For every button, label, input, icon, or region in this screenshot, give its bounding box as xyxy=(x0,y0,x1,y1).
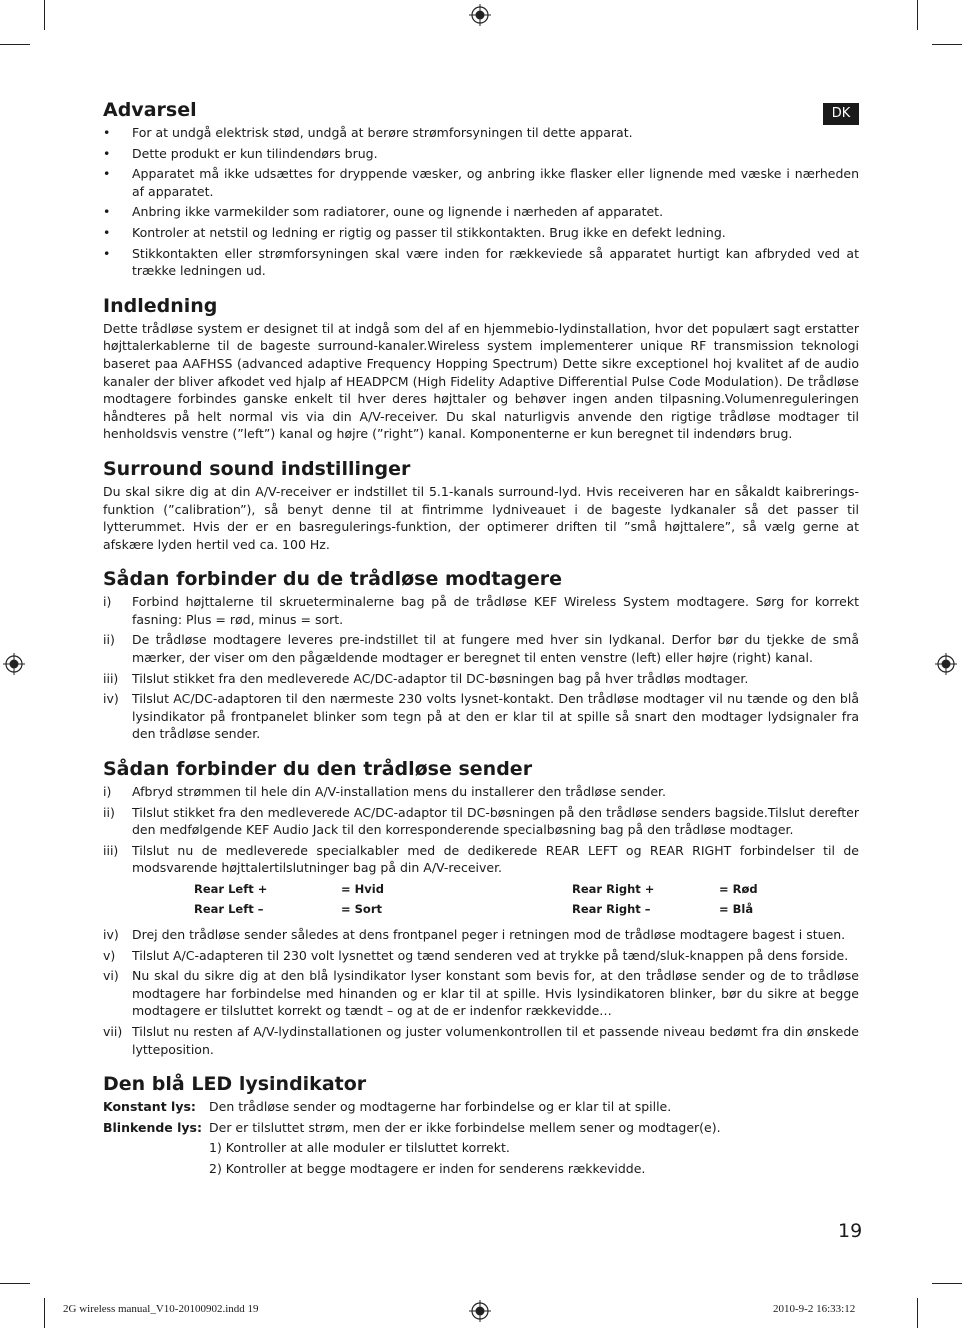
led-label: Blinkende lys: xyxy=(103,1119,202,1135)
list-item xyxy=(103,842,859,877)
table-cell: = Sort xyxy=(341,902,382,917)
step-number: iii) xyxy=(103,842,119,858)
body-text: Dette trådløse system er designet til at indgå som del af en hjemmebio-lydinstallation, hvor det populært sagt erstatter højttalerkablerne til de bageste surround-kanaler.Wireless system implementerer unique RF transmission teknologi baseret paa AAFHSS (advanced adaptive Frequency Hopping Spectrum) Dette sikre exceptionel hoj kvalitet af de audio kanaler der bliver afkodet ved hjalp af HEADPCM (High Fidelity Adaptive Differential Pulse Code Modulation). De trådløse modtagere forbindes ganske enkelt til hver deres højttaler og behøver ingen anden tilpasning.Volumenreguleringen håndteres på helt normal vis via din A/V-receiver. Du skal naturligvis anvende den rigtige trådløse modtager til henholdsvis venstre (”left”) kanal og højre (”right”) kanal. Komponenterne er kun beregnet til indendørs brug. xyxy=(103,320,859,442)
led-sub-item: 2) Kontroller at begge modtagere er inden for senderens rækkevidde. xyxy=(209,1160,646,1176)
section-surround xyxy=(103,457,859,553)
table-cell: Rear Right + xyxy=(572,882,655,897)
section-title: Sådan forbinder du de trådløse modtagere xyxy=(103,568,563,591)
list-item xyxy=(103,224,859,242)
list-item-text: Anbring ikke varmekilder som radiatorer, oune og lignende i nærheden af apparatet. xyxy=(132,204,664,220)
list-item xyxy=(103,947,859,965)
section-modtagere xyxy=(103,567,859,743)
crop-mark xyxy=(0,1283,30,1284)
list-item-text: Stikkontakten eller strømforsyningen skal være inden for rækkeviede så apparatet hurtigt kan afbryded ved at trække ledningen ud. xyxy=(132,245,859,279)
section-title: Den blå LED lysindikator xyxy=(103,1073,367,1096)
list-item-text: Apparatet må ikke udsættes for dryppende væsker, og anbring ikke flasker eller lignende med væske i nærheden af apparatet. xyxy=(132,166,859,199)
list-item xyxy=(103,670,859,688)
section-title: Surround sound indstillinger xyxy=(103,457,411,480)
bullet: • xyxy=(103,245,111,261)
table-cell: Rear Left – xyxy=(194,902,264,917)
footer-timestamp: 2010-9-2 16:33:12 xyxy=(773,1303,856,1315)
list-item xyxy=(103,690,859,743)
led-row xyxy=(103,1098,859,1116)
list-item xyxy=(103,926,859,944)
section-title: Indledning xyxy=(103,294,218,317)
list-item xyxy=(103,1023,859,1058)
step-number: v) xyxy=(103,947,116,963)
bullet: • xyxy=(103,166,111,182)
list-item xyxy=(103,245,859,280)
steps-list xyxy=(103,593,859,743)
warning-list xyxy=(103,124,859,280)
list-item xyxy=(103,593,859,628)
step-text: Tilslut stikket fra den medleverede AC/DC-adaptor til DC-bøsningen bag på hver trådløs modtager. xyxy=(132,670,749,686)
bullet: • xyxy=(103,204,111,220)
table-cell: Rear Left + xyxy=(194,882,268,897)
section-indledning xyxy=(103,294,859,443)
registration-mark-icon xyxy=(935,653,957,675)
step-number: iv) xyxy=(103,927,119,942)
step-text: De trådløse modtagere leveres pre-indstillet til at fungere med hver sin lydkanal. Derfor bør du tjekke de små mærker, der viser om den pågældende modtager er beregnet til enten venstre (left) eller højre (right) kanal. xyxy=(132,632,859,666)
footer-file-info: 2G wireless manual_V10-20100902.indd 19 xyxy=(63,1303,259,1315)
language-badge: DK xyxy=(823,103,859,125)
body-text: Du skal sikre dig at din A/V-receiver er indstillet til 5.1-kanals surround-lyd. Hvis receiveren har en såkaldt kaibrerings-funktion (”calibration”), så benyt denne til at fintrimme lydniveauet i de bageste lydkanaler så det passer til lytterummet. Hvis der er en basregulerings-funktion, der optimerer driften til ”små højttalere”, så vælg gerne at afskære lyden hertil ved ca. 100 Hz. xyxy=(103,483,859,552)
table-cell: = Hvid xyxy=(341,882,384,897)
step-number: vii) xyxy=(103,1023,123,1039)
led-row xyxy=(103,1119,859,1137)
section-led xyxy=(103,1072,859,1177)
page-content xyxy=(103,98,859,1192)
step-number: iii) xyxy=(103,670,119,686)
crop-mark xyxy=(44,0,45,30)
section-title: Advarsel xyxy=(103,99,197,121)
table-cell: = Rød xyxy=(719,882,758,897)
table-cell: = Blå xyxy=(719,902,754,917)
table-row xyxy=(194,880,859,900)
crop-mark xyxy=(932,1283,962,1284)
section-sender xyxy=(103,757,859,1058)
step-text: Tilslut nu de medleverede specialkabler med de dedikerede REAR LEFT og REAR RIGHT forbindelser til de modsvarende højttalertilslutninger bag på din A/V-receiver. xyxy=(132,842,859,876)
list-item-text: For at undgå elektrisk stød, undgå at berøre strømforsyningen til dette apparat. xyxy=(132,125,633,140)
crop-mark xyxy=(917,0,918,30)
crop-mark xyxy=(44,1298,45,1328)
list-item xyxy=(103,804,859,839)
step-number: vi) xyxy=(103,968,119,984)
list-item xyxy=(103,165,859,200)
bullet: • xyxy=(103,145,111,161)
step-text: Tilslut stikket fra den medleverede AC/DC-adaptor til DC-bøsningen på den trådløse senders bagside.Tilslut derefter den medfølgende KEF Audio Jack til den korresponderende specialbøsning bag på den trådløse modtager. xyxy=(132,804,859,838)
connection-table xyxy=(194,880,859,920)
step-number: ii) xyxy=(103,632,115,648)
list-item-text: Kontroler at netstil og ledning er rigtig og passer til stikkontakten. Brug ikke en defekt ledning. xyxy=(132,224,726,240)
table-row xyxy=(194,900,859,920)
step-number: i) xyxy=(103,594,112,610)
list-item xyxy=(103,203,859,221)
step-number: iv) xyxy=(103,691,119,707)
steps-list xyxy=(103,926,859,1058)
registration-mark-icon xyxy=(469,4,491,26)
list-item xyxy=(103,967,859,1020)
led-label: Konstant lys: xyxy=(103,1099,196,1115)
crop-mark xyxy=(917,1298,918,1328)
crop-mark xyxy=(932,44,962,45)
led-sub-item: 1) Kontroller at alle moduler er tilsluttet korrekt. xyxy=(209,1140,510,1156)
list-item-text: Dette produkt er kun tilindendørs brug. xyxy=(132,145,378,161)
step-text: Tilslut nu resten af A/V-lydinstallationen og juster volumenkontrollen til et passende niveau bedømt fra din ønskede lytteposition. xyxy=(132,1023,859,1057)
page-number: 19 xyxy=(838,1220,863,1242)
registration-mark-icon xyxy=(3,653,25,675)
bullet: • xyxy=(103,125,111,140)
led-description: Der er tilsluttet strøm, men der er ikke forbindelse mellem sener og modtager(e). xyxy=(209,1119,721,1135)
list-item xyxy=(103,124,859,142)
list-item xyxy=(103,631,859,666)
section-title: Sådan forbinder du den trådløse sender xyxy=(103,758,533,781)
registration-mark-icon xyxy=(469,1300,491,1322)
crop-mark xyxy=(0,44,30,45)
bullet: • xyxy=(103,224,111,240)
table-cell: Rear Right – xyxy=(572,902,651,917)
list-item xyxy=(103,783,859,801)
step-text: Forbind højttalerne til skrueterminalerne bag på de trådløse KEF Wireless System modtagere. Sørg for korrekt fasning: Plus = rød, minus = sort. xyxy=(132,594,859,627)
led-description: Den trådløse sender og modtagerne har forbindelse og er klar til at spille. xyxy=(209,1099,672,1115)
step-text: Nu skal du sikre dig at den blå lysindikator lyser konstant som bevis for, at den trådløse sender og de to trådløse modtagere har forbindelse med hinanden og er klar til at spille. Hvis lysindikatoren blinker, bør du sikre at begge modtagere er tilsluttet korrekt og tændt – og at de er indenfor rækkevidde… xyxy=(132,968,859,1019)
step-number: ii) xyxy=(103,804,115,820)
step-text: Tilslut AC/DC-adaptoren til den nærmeste 230 volts lysnet-kontakt. Den trådløse modtager vil nu tænde og den blå lysindikator på frontpanelet blinker som tegn på at den er klar til at spille så snart den modtager lydsignaler fra den trådløse sender. xyxy=(132,691,859,742)
step-text: Tilslut A/C-adapteren til 230 volt lysnettet og tænd senderen ved at trykke på tænd/sluk-knappen på dens forside. xyxy=(132,947,849,963)
step-number: i) xyxy=(103,784,112,800)
step-text: Drej den trådløse sender således at dens frontpanel peger i retningen mod de trådløse modtagere bagest i stuen. xyxy=(132,927,846,942)
list-item xyxy=(103,145,859,163)
steps-list xyxy=(103,783,859,877)
section-advarsel xyxy=(103,98,859,280)
step-text: Afbryd strømmen til hele din A/V-installation mens du installerer den trådløse sender. xyxy=(132,784,667,800)
